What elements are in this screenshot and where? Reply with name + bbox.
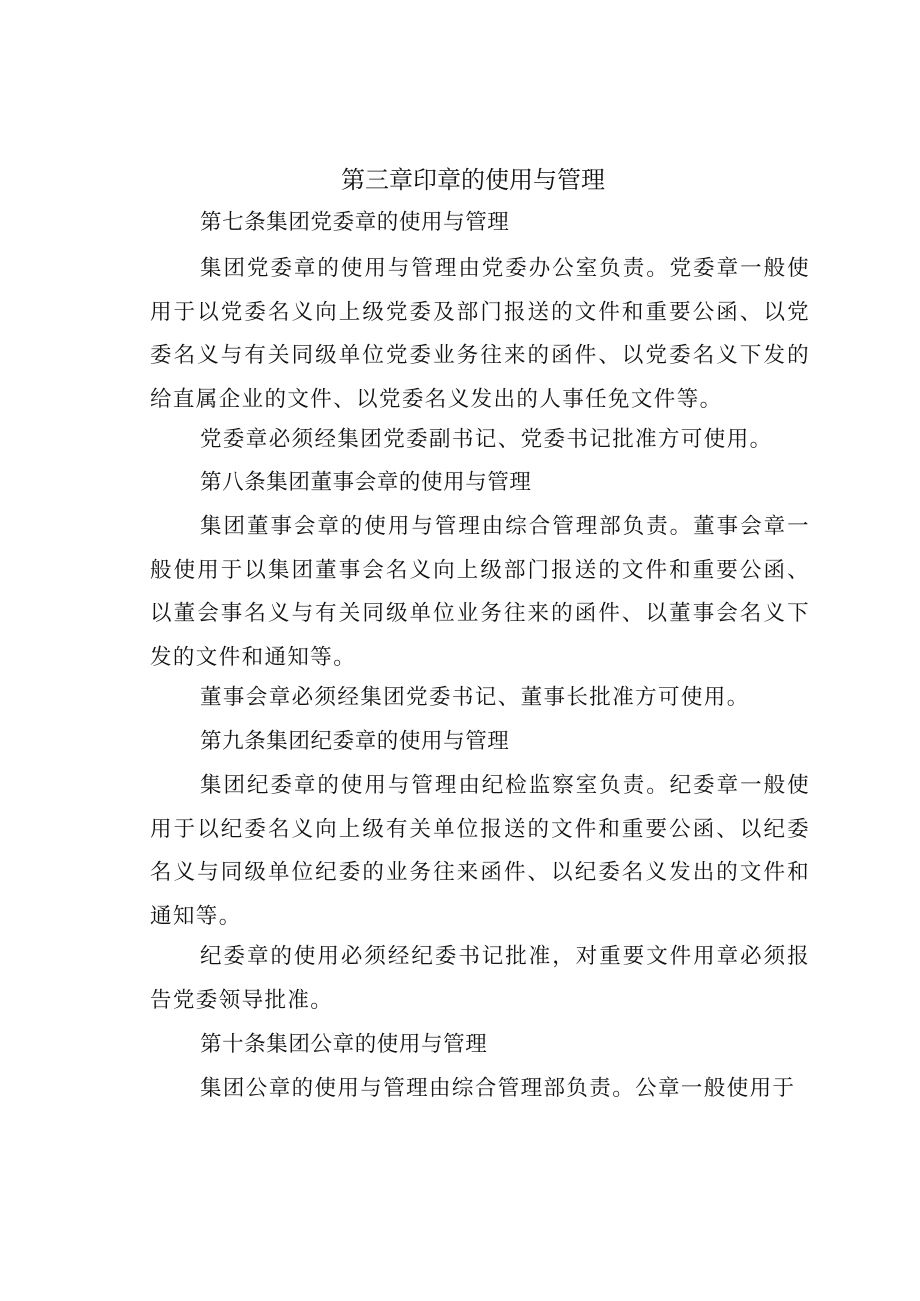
article-10-body: 集团公章的使用与管理由综合管理部负责。公章一般使用于 [200,1076,796,1101]
article-7-body: 集团党委章的使用与管理由党委办公室负责。党委章一般使用于以党委名义向上级党委及部门报送的文件和重要公函、以党委名义与有关同级单位党委业务往来的函件、以党委名义下发的给直属企业的文件、以党委名义发出的人事任免文件等。 [150,256,810,412]
article-8-heading: 第八条集团董事会章的使用与管理 [200,470,532,495]
article-10-heading: 第十条集团公章的使用与管理 [200,1032,488,1057]
article-7-approval: 党委章必须经集团党委副书记、党委书记批准方可使用。 [200,427,773,452]
article-8-approval: 董事会章必须经集团党委书记、董事长批准方可使用。 [200,685,750,710]
article-9-heading: 第九条集团纪委章的使用与管理 [200,729,510,754]
chapter-title: 第三章印章的使用与管理 [341,166,605,194]
article-9-body: 集团纪委章的使用与管理由纪检监察室负责。纪委章一般使用于以纪委名义向上级有关单位报送的文件和重要公函、以纪委名义与同级单位纪委的业务往来函件、以纪委名义发出的文件和通知等。 [150,773,810,929]
article-8-body: 集团董事会章的使用与管理由综合管理部负责。董事会章一般使用于以集团董事会名义向上级部门报送的文件和重要公函、以董会事名义与有关同级单位业务往来的函件、以董事会名义下发的文件和通知等。 [150,514,810,670]
article-7-heading: 第七条集团党委章的使用与管理 [200,210,510,235]
article-9-approval: 纪委章的使用必须经纪委书记批准，对重要文件用章必须报告党委领导批准。 [150,944,810,1013]
